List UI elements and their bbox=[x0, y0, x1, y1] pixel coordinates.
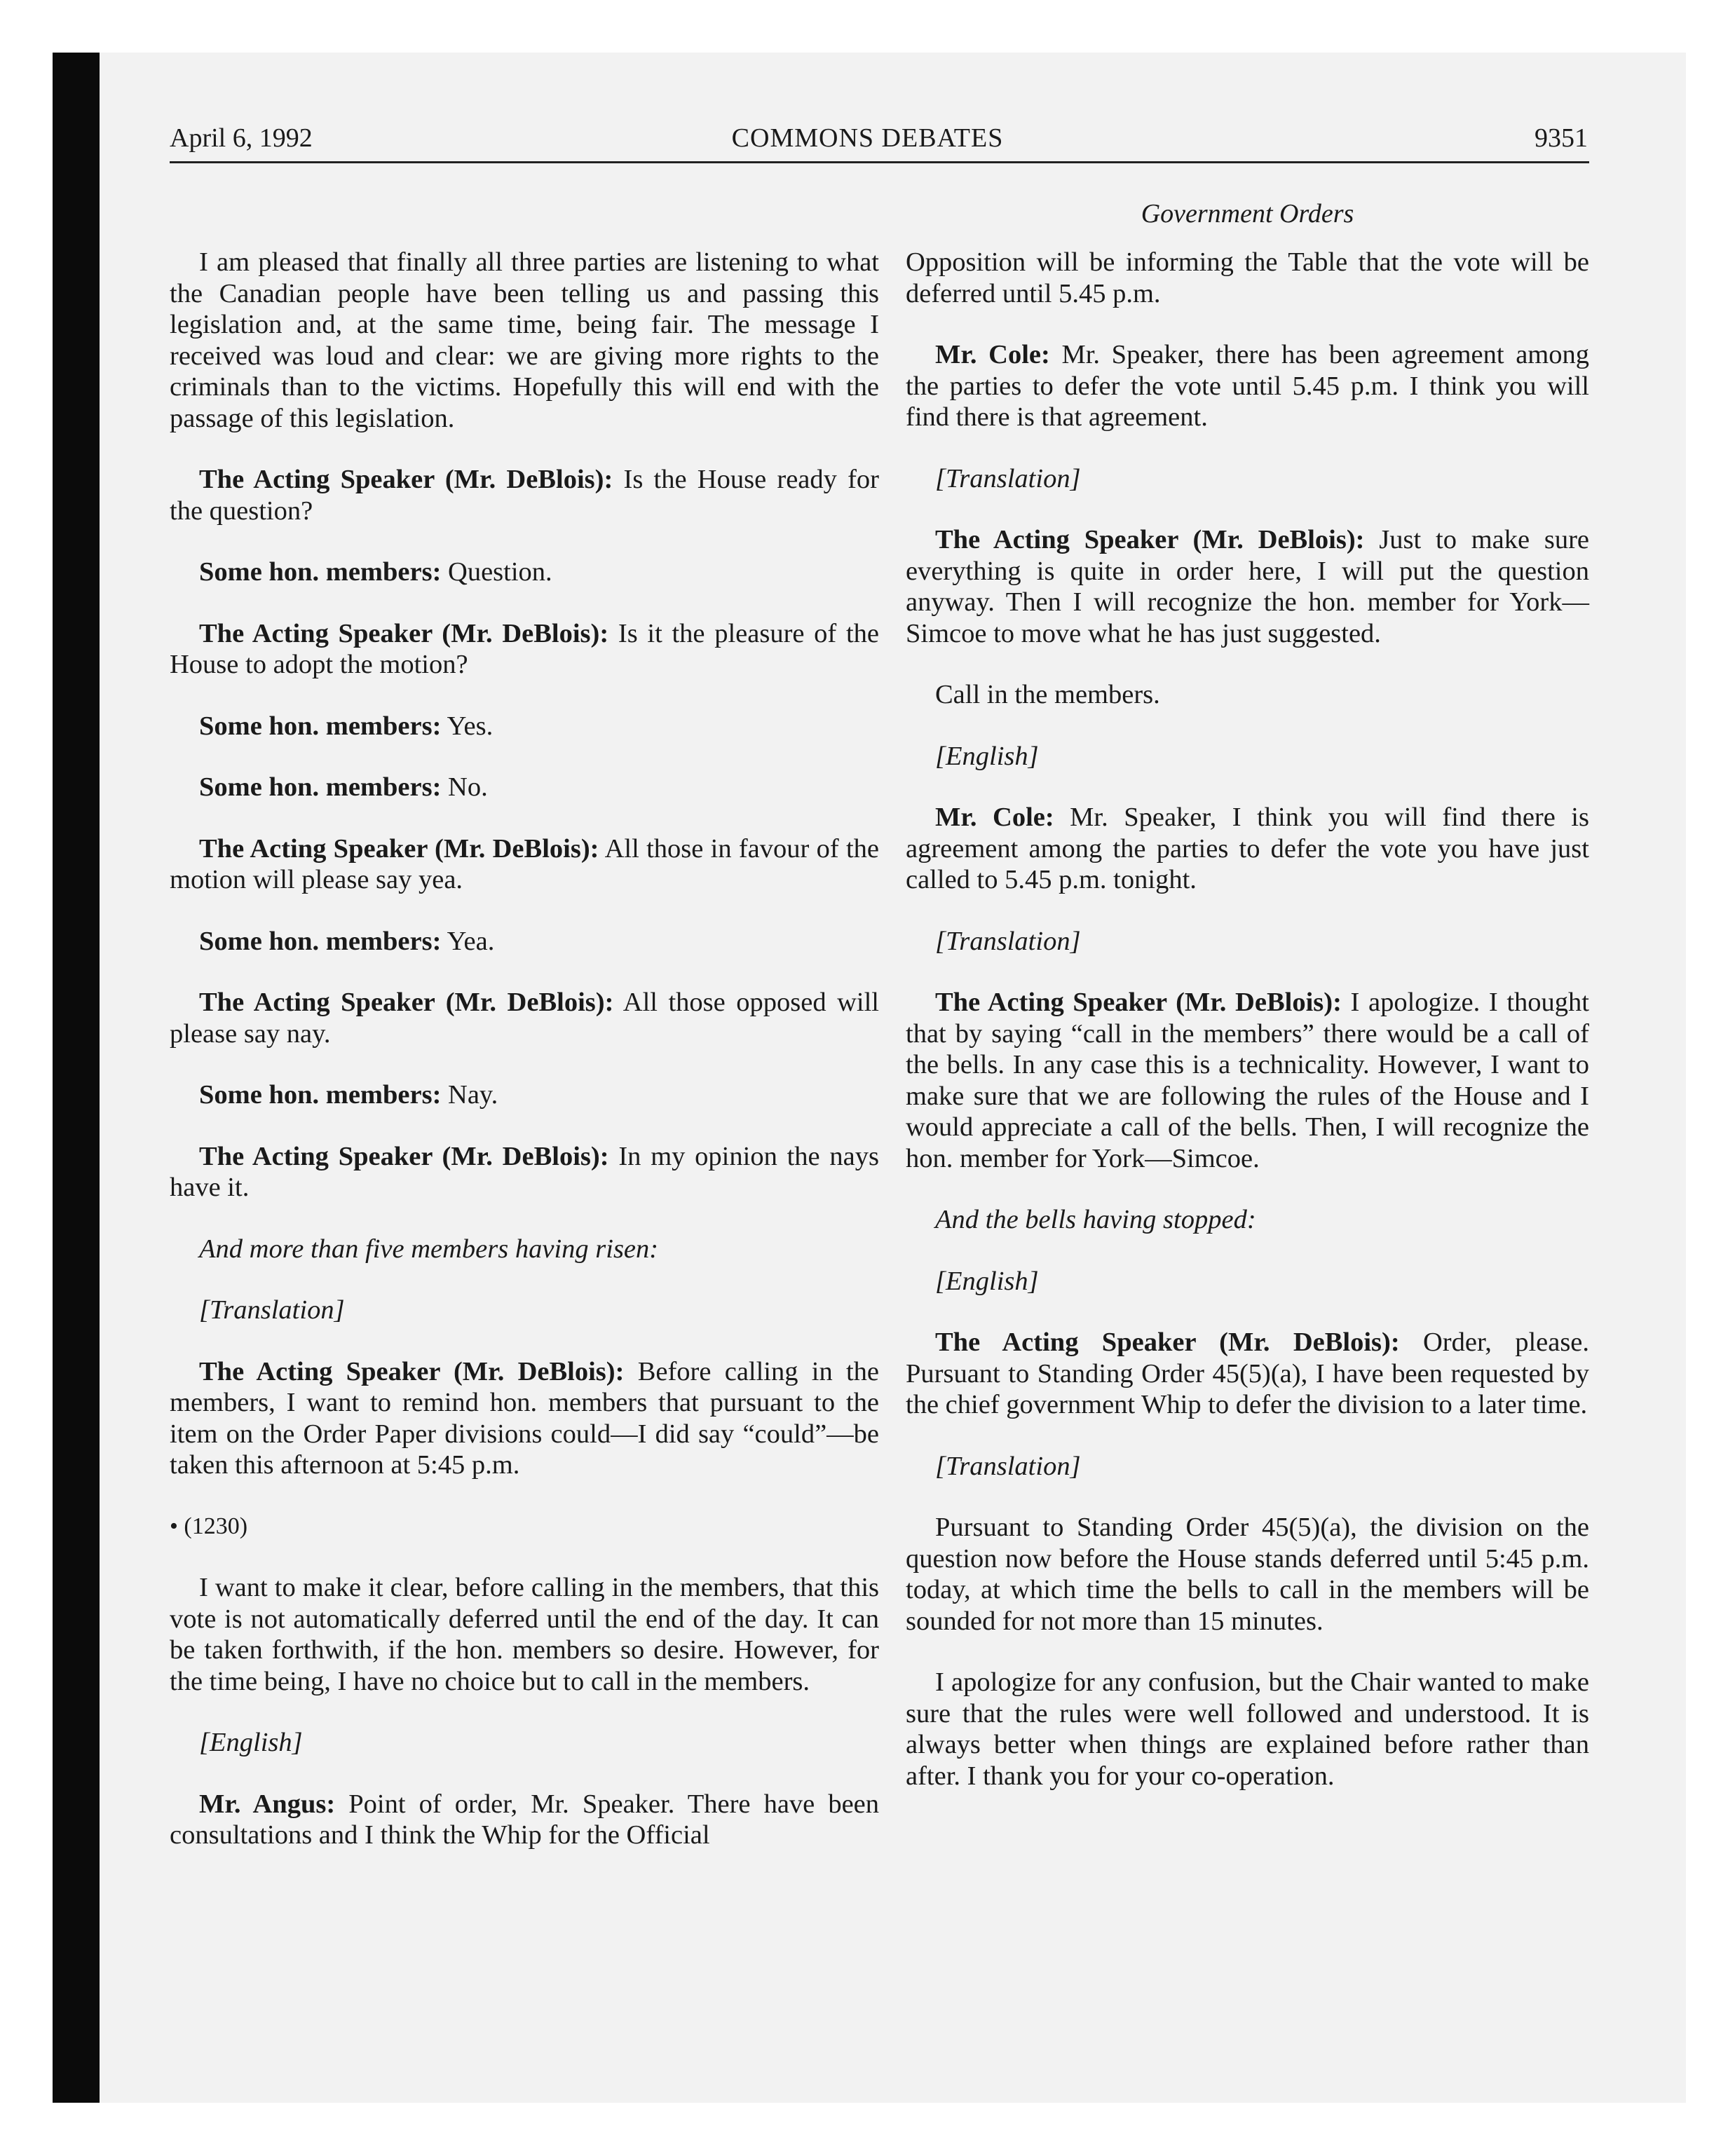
header-title: COMMONS DEBATES bbox=[731, 123, 1004, 153]
speaker-name: The Acting Speaker (Mr. DeBlois): bbox=[935, 988, 1342, 1017]
speech-paragraph bbox=[170, 1572, 879, 1697]
speaker-name: The Acting Speaker (Mr. DeBlois): bbox=[199, 833, 599, 864]
speech-paragraph bbox=[170, 247, 879, 434]
speaker-name: Some hon. members: bbox=[199, 772, 442, 802]
speech-text: No. bbox=[448, 772, 488, 802]
speech-text: Question. bbox=[448, 557, 552, 587]
speech-paragraph bbox=[906, 1512, 1589, 1637]
speech-paragraph bbox=[906, 987, 1589, 1174]
speech-paragraph bbox=[170, 1789, 879, 1851]
speech-text: Call in the members. bbox=[935, 680, 1160, 709]
speech-paragraph bbox=[170, 1079, 879, 1111]
language-marker: [Translation] bbox=[935, 926, 1081, 956]
speech-text: All those in favour of the motion will please say yea. bbox=[170, 833, 879, 894]
speaker-name: The Acting Speaker (Mr. DeBlois): bbox=[199, 1141, 609, 1171]
speech-text: Is the House ready for the question? bbox=[170, 465, 880, 526]
speech-text: I apologize. I thought that by saying “call in the members” there would be a call of the bells. In any case this is a technicality. However, I want to make sure that we are following the rules of the House and I would appreciate a call of the bells. Then, I will recognize the hon. member for York—Simcoe. bbox=[906, 988, 1589, 1173]
speech-text: In my opinion the nays have it. bbox=[170, 1141, 880, 1202]
speaker-name: Some hon. members: bbox=[199, 1080, 442, 1110]
left-column bbox=[170, 247, 879, 1881]
speech-text: Before calling in the members, I want to remind hon. members that pursuant to the item on the Order Paper divisions could—I did say “could”—be taken this afternoon at 5:45 p.m. bbox=[170, 1356, 880, 1480]
speech-paragraph bbox=[906, 679, 1589, 711]
speech-text: Point of order, Mr. Speaker. There have been consultations and I think the Whip for the Official bbox=[170, 1789, 880, 1850]
speech-text: Mr. Speaker, there has been agreement among the parties to defer the vote until 5.45 p.m. I think you will find there is that agreement. bbox=[906, 340, 1589, 432]
speaker-name: Some hon. members: bbox=[199, 926, 442, 956]
speaker-name: The Acting Speaker (Mr. DeBlois): bbox=[199, 618, 609, 648]
speech-paragraph bbox=[906, 247, 1589, 309]
stage-direction: And more than five members having risen: bbox=[199, 1234, 659, 1264]
speaker-name: Some hon. members: bbox=[199, 557, 442, 587]
section-title: Government Orders bbox=[1141, 199, 1354, 228]
speaker-name: The Acting Speaker (Mr. DeBlois): bbox=[199, 465, 613, 494]
speech-text: Yea. bbox=[447, 926, 495, 956]
speech-paragraph bbox=[170, 1356, 879, 1481]
speech-text: Order, please. Pursuant to Standing Order 45(5)(a), I have been requested by the chief government Whip to defer the division to a later time. bbox=[906, 1328, 1590, 1419]
scan-edge-bar bbox=[53, 53, 100, 2103]
language-marker: [Translation] bbox=[199, 1295, 345, 1325]
speech-paragraph bbox=[170, 711, 879, 742]
right-column bbox=[906, 247, 1589, 1822]
language-marker: [Translation] bbox=[935, 1451, 1081, 1481]
speaker-name: The Acting Speaker (Mr. DeBlois): bbox=[935, 1328, 1400, 1357]
speaker-name: Some hon. members: bbox=[199, 711, 442, 741]
speech-text: Nay. bbox=[448, 1080, 498, 1110]
speech-text: All those opposed will please say nay. bbox=[170, 988, 879, 1049]
speech-text: I am pleased that finally all three parties are listening to what the Canadian people have been telling us and passing this legislation and, at the same time, being fair. The message I received was loud and clear: we are giving more rights to the criminals than to the victims. Hopefully this will end with the passage of this legislation. bbox=[170, 247, 879, 433]
speech-paragraph bbox=[170, 987, 879, 1049]
speech-paragraph bbox=[906, 802, 1589, 896]
speech-text: I apologize for any confusion, but the Chair wanted to make sure that the rules were well followed and understood. It is always better when things are explained before rather than after. I thank you for your co-operation. bbox=[906, 1667, 1589, 1791]
language-marker: [English] bbox=[935, 1266, 1039, 1296]
speaker-name: Mr. Angus: bbox=[199, 1789, 336, 1819]
speech-text: Is it the pleasure of the House to adopt the motion? bbox=[170, 618, 879, 679]
speech-paragraph bbox=[170, 926, 879, 957]
speech-text: I want to make it clear, before calling in the members, that this vote is not automatically deferred until the end of the day. It can be taken forthwith, if the hon. members so desire. However, for the time being, I have no choice but to call in the members. bbox=[170, 1573, 879, 1696]
language-marker: [English] bbox=[935, 741, 1039, 771]
stage-direction: And the bells having stopped: bbox=[935, 1205, 1256, 1234]
speech-text: Mr. Speaker, I think you will find there is agreement among the parties to defer the vote you have just called to 5.45 p.m. tonight. bbox=[906, 803, 1589, 894]
speaker-name: The Acting Speaker (Mr. DeBlois): bbox=[199, 1356, 625, 1386]
speech-paragraph bbox=[906, 1327, 1589, 1421]
speaker-name: The Acting Speaker (Mr. DeBlois): bbox=[935, 525, 1365, 554]
language-marker: [English] bbox=[199, 1728, 303, 1757]
header-rule bbox=[170, 161, 1589, 163]
speech-paragraph bbox=[170, 557, 879, 588]
speech-paragraph bbox=[906, 339, 1589, 433]
page-number: 9351 bbox=[1535, 123, 1588, 153]
speech-paragraph bbox=[170, 464, 879, 526]
header-date: April 6, 1992 bbox=[170, 123, 313, 153]
speech-paragraph bbox=[170, 772, 879, 803]
speech-paragraph bbox=[906, 524, 1589, 649]
speech-paragraph bbox=[906, 1667, 1589, 1792]
language-marker: [Translation] bbox=[935, 463, 1081, 493]
speech-text: Just to make sure everything is quite in order here, I will put the question anyway. Then I will recognize the hon. member for York—Simcoe to move what he has just suggested. bbox=[906, 525, 1590, 648]
speech-text: Yes. bbox=[447, 711, 494, 741]
speech-text: Pursuant to Standing Order 45(5)(a), the division on the question now before the House stands deferred until 5:45 p.m. today, at which time the bells to call in the members will be sounded for not more than 15 minutes. bbox=[906, 1513, 1589, 1636]
speaker-name: The Acting Speaker (Mr. DeBlois): bbox=[199, 988, 614, 1017]
speaker-name: Mr. Cole: bbox=[935, 803, 1054, 832]
speaker-name: Mr. Cole: bbox=[935, 340, 1050, 369]
speech-text: Opposition will be informing the Table that the vote will be deferred until 5.45 p.m. bbox=[906, 247, 1589, 308]
speech-paragraph bbox=[170, 833, 879, 896]
timestamp: • (1230) bbox=[170, 1513, 248, 1539]
speech-paragraph bbox=[170, 618, 879, 681]
speech-paragraph bbox=[170, 1141, 879, 1203]
